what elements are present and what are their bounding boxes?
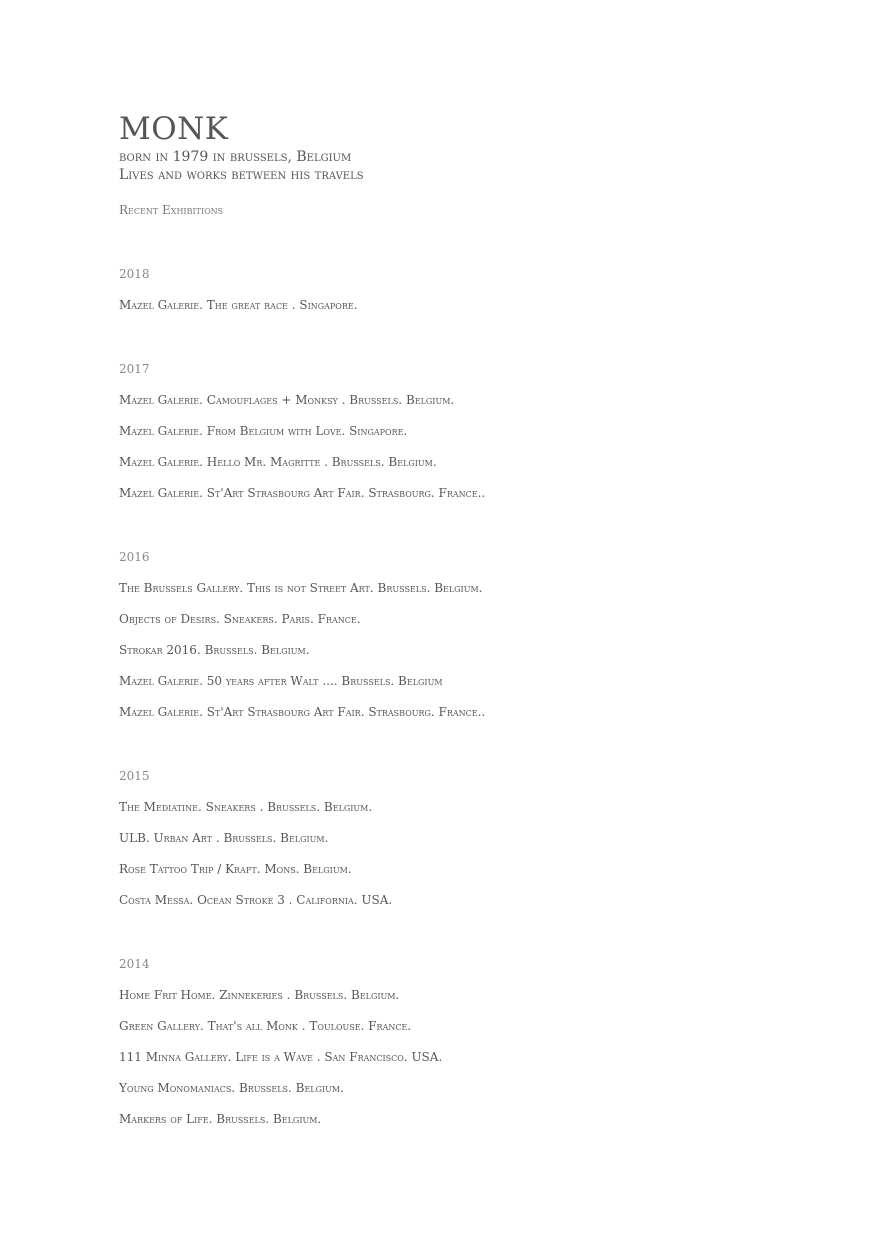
exhibition-item: Mazel Galerie. Hello Mr. Magritte . Brussels. Belgium. xyxy=(119,455,437,469)
exhibition-list xyxy=(119,580,819,720)
residence-info: Lives and works between his travels xyxy=(119,167,364,183)
birth-info: born in 1979 in brussels, Belgium xyxy=(119,149,352,165)
exhibition-item: ULB. Urban Art . Brussels. Belgium. xyxy=(119,831,329,845)
year-block-2017 xyxy=(119,361,819,501)
exhibition-item: The Brussels Gallery. This is not Street Art. Brussels. Belgium. xyxy=(119,581,483,595)
exhibition-list xyxy=(119,297,819,313)
year-block-2014 xyxy=(119,956,819,1127)
exhibition-list xyxy=(119,392,819,501)
exhibition-item: Mazel Galerie. Camouflages + Monksy . Brussels. Belgium. xyxy=(119,393,455,407)
exhibition-list xyxy=(119,799,819,908)
year-heading: 2016 xyxy=(119,550,150,564)
exhibition-item: Mazel Galerie. The great race . Singapore. xyxy=(119,298,358,312)
year-block-2016 xyxy=(119,549,819,720)
exhibition-list xyxy=(119,987,819,1127)
year-heading: 2017 xyxy=(119,362,150,376)
exhibition-item: Home Frit Home. Zinnekeries . Brussels. Belgium. xyxy=(119,988,400,1002)
exhibition-item: Strokar 2016. Brussels. Belgium. xyxy=(119,643,310,657)
exhibition-item: Objects of Desirs. Sneakers. Paris. France. xyxy=(119,612,361,626)
exhibition-item: The Mediatine. Sneakers . Brussels. Belgium. xyxy=(119,800,373,814)
exhibition-item: Rose Tattoo Trip / Kraft. Mons. Belgium. xyxy=(119,862,352,876)
exhibition-item: Mazel Galerie. From Belgium with Love. Singapore. xyxy=(119,424,408,438)
exhibition-item: Markers of Life. Brussels. Belgium. xyxy=(119,1112,322,1126)
cv-content xyxy=(119,110,819,1127)
year-block-2018 xyxy=(119,266,819,313)
exhibition-item: Green Gallery. That's all Monk . Toulouse. France. xyxy=(119,1019,412,1033)
exhibition-item: Mazel Galerie. 50 years after Walt .... Brussels. Belgium xyxy=(119,674,443,688)
exhibition-item: 111 Minna Gallery. Life is a Wave . San Francisco. USA. xyxy=(119,1050,443,1064)
exhibition-item: Young Monomaniacs. Brussels. Belgium. xyxy=(119,1081,344,1095)
year-heading: 2018 xyxy=(119,267,150,281)
exhibition-item: Mazel Galerie. St'Art Strasbourg Art Fair. Strasbourg. France.. xyxy=(119,705,486,719)
year-heading: 2014 xyxy=(119,957,150,971)
artist-name: MONK xyxy=(119,111,229,147)
section-title-recent-exhibitions: Recent Exhibitions xyxy=(119,203,224,217)
year-heading: 2015 xyxy=(119,769,150,783)
year-block-2015 xyxy=(119,768,819,908)
exhibition-item: Mazel Galerie. St'Art Strasbourg Art Fair. Strasbourg. France.. xyxy=(119,486,486,500)
exhibition-item: Costa Messa. Ocean Stroke 3 . California. USA. xyxy=(119,893,393,907)
